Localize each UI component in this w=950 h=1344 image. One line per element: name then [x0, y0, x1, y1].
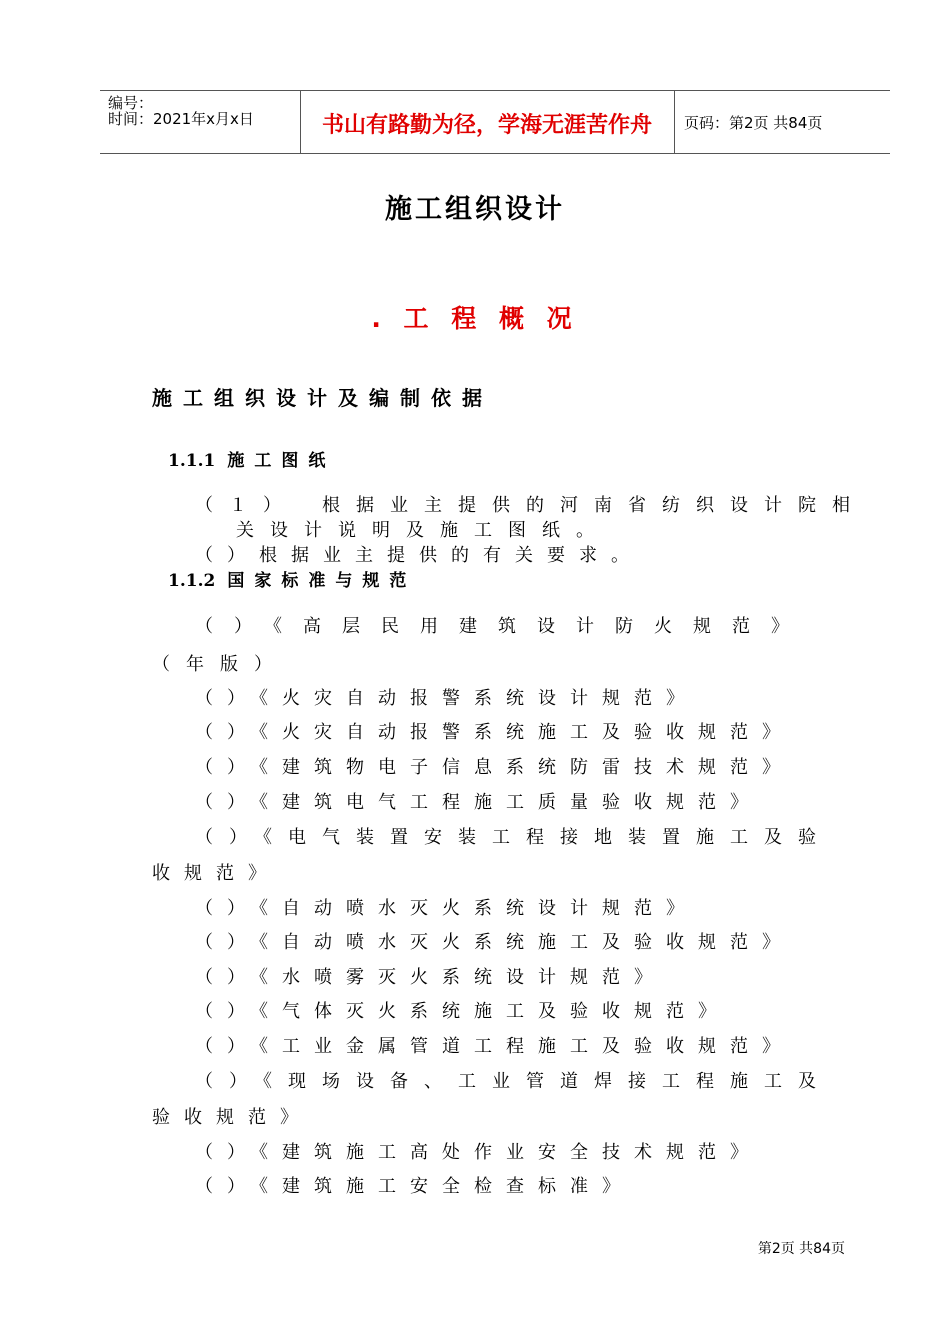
standard-item: （）《建筑施工安全检查标准》: [195, 1176, 634, 1197]
subsection-title: 国家标准与规范: [227, 571, 417, 591]
standard-item: （）《建筑物电子信息系统防雷技术规范》: [195, 757, 794, 778]
subsection-title: 施工图纸: [227, 451, 336, 471]
standard-item: （）《高层民用建筑设计防火规范》: [195, 616, 810, 637]
page-header: [100, 90, 890, 154]
chapter-title: . 工 程 概 况: [371, 304, 579, 333]
standard-item-continuation: （年版）: [152, 654, 288, 675]
subsection-heading-drawings: [168, 446, 335, 471]
standard-item: （）《自动喷水灭火系统施工及验收规范》: [195, 932, 794, 953]
document-title: 施工组织设计: [385, 194, 565, 225]
section-title: 施工组织设计及编制依据: [152, 386, 493, 410]
subsection-heading-standards: [168, 566, 416, 591]
standard-item: （）《电气装置安装工程接地装置施工及验: [195, 827, 832, 848]
header-page-cell: [675, 91, 890, 153]
header-page-number: 页码：第2页 共84页: [684, 114, 823, 132]
drawing-item-line: 关设计说明及施工图纸。: [236, 520, 610, 541]
drawing-item-line: （）根据业主提供的有关要求。: [195, 545, 643, 566]
subsection-number: 1.1.1: [168, 451, 216, 471]
standard-item: （）《水喷雾灭火系统设计规范》: [195, 967, 666, 988]
header-motto-cell: [300, 91, 675, 153]
document-number-label: 编号：: [108, 94, 154, 112]
drawing-item-line: （１） 根据业主提供的河南省纺织设计院相: [195, 495, 866, 516]
page-footer: 第2页 共84页: [757, 1241, 845, 1257]
standard-item: （）《建筑施工高处作业安全技术规范》: [195, 1142, 762, 1163]
header-meta-cell: [100, 91, 301, 153]
standard-item: （）《火灾自动报警系统施工及验收规范》: [195, 722, 794, 743]
document-time-label: 时间：2021年x月x日: [108, 110, 254, 128]
standard-item: （）《气体灭火系统施工及验收规范》: [195, 1001, 730, 1022]
standard-item: （）《自动喷水灭火系统设计规范》: [195, 898, 698, 919]
header-motto: 书山有路勤为径，学海无涯苦作舟: [321, 112, 652, 138]
standard-item: （）《火灾自动报警系统设计规范》: [195, 688, 698, 709]
standard-item-continuation: 验收规范》: [152, 1107, 312, 1128]
subsection-number: 1.1.2: [168, 571, 216, 591]
standard-item-continuation: 收规范》: [152, 863, 280, 884]
standard-item: （）《建筑电气工程施工质量验收规范》: [195, 792, 762, 813]
standard-item: （）《工业金属管道工程施工及验收规范》: [195, 1036, 794, 1057]
standard-item: （）《现场设备、工业管道焊接工程施工及: [195, 1071, 832, 1092]
